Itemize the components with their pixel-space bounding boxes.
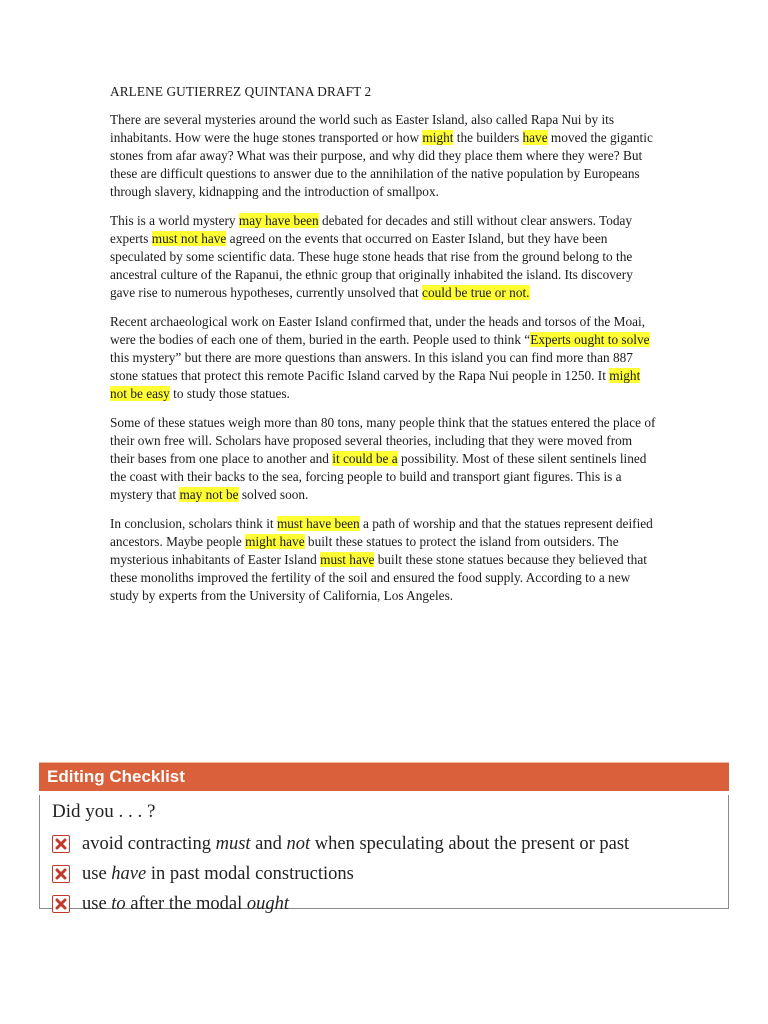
document-title: ARLENE GUTIERREZ QUINTANA DRAFT 2 [110,84,372,99]
highlighted-modal: must have [320,552,375,567]
text-segment: Recent archaeological work on Easter Island confirmed that, under the heads and torsos of the Moai, were the bodies of each one of them, buried in the earth. People used to think “ [110,314,646,347]
highlighted-modal: Experts ought to solve [530,332,650,347]
emphasized-word: have [111,863,147,884]
emphasized-word: must [215,833,251,854]
text-segment: after the modal [125,893,247,914]
checklist-item [52,829,728,859]
text-segment: when speculating about the present or past [310,833,630,854]
document-body [110,111,658,605]
text-segment: a path of worship and that the statues represent deified ancestors. Maybe people [110,516,653,549]
paragraph [110,111,658,201]
text-segment: built these statues to protect the island from outsiders. The mysterious inhabitants of Easter Island [110,534,619,567]
highlighted-modal: might have [245,534,305,549]
checklist-item-text [82,864,354,885]
text-segment: agreed on the events that occurred on Easter Island, but they have been speculated by some scientific data. These huge stone heads that rise from the ground belong to the ancestral culture of the Rapanui, the ethnic group that originally inhabited the island. Its discovery gave rise to numerous hypotheses, currently unsolved that [110,231,633,300]
x-checkbox-icon [52,895,70,913]
text-segment: the builders [453,130,523,145]
text-segment: This is a world mystery [110,213,239,228]
highlighted-modal: may not be [179,487,239,502]
paragraph [110,515,658,605]
text-segment: and [250,833,287,854]
highlighted-modal: must have been [276,516,360,531]
paragraph [110,212,658,302]
emphasized-word: ought [246,893,290,914]
text-segment: There are several mysteries around the world such as Easter Island, also called Rapa Nui by its inhabitants. How were the huge stones transported or how [110,112,615,145]
highlighted-modal: might not be easy [110,368,641,401]
text-segment: to study those statues. [169,386,290,401]
text-segment: avoid contracting [82,833,216,854]
text-segment: moved the gigantic stones from afar away? What was their purpose, and why did they place them where they were? But these are difficult questions to answer due to the annihilation of the native population by Europeans through slavery, kidnapping and the introduction of smallpox. [110,130,653,199]
checklist-item [52,859,728,889]
text-segment: use [82,893,112,914]
checklist-item-text [82,834,629,855]
highlighted-modal: might [422,130,454,145]
checklist-question: Did you . . . ? [52,801,156,822]
paragraph [110,414,658,504]
checklist-item-text [82,894,289,915]
text-segment: possibility. Most of these silent sentinels lined the coast with their backs to the sea, forcing people to build and transport giant figures. This is a mystery that [110,451,647,502]
x-checkbox-icon [52,865,70,883]
highlighted-modal: could be true or not. [422,285,530,300]
highlighted-modal: must not have [151,231,227,246]
text-segment: In conclusion, scholars think it [110,516,277,531]
text-segment: in past modal constructions [146,863,354,884]
checklist-header [39,762,729,791]
x-checkbox-icon [52,835,70,853]
text-segment: built these stone statues because they believed that these monoliths improved the fertility of the soil and ensured the food supply. According to a new study by experts from the University of California, Los Angeles. [110,552,647,603]
text-segment: Some of these statues weigh more than 80 tons, many people think that the statues entered the place of their own free will. Scholars have proposed several theories, including that they were moved from their bases from one place to another and [110,415,656,466]
editing-checklist [39,762,729,914]
highlighted-modal: it could be a [332,451,398,466]
document [110,83,658,616]
text-segment: solved soon. [238,487,309,502]
text-segment: debated for decades and still without clear answers. Today experts [110,213,633,246]
paragraph [110,313,658,403]
checklist-body [39,795,729,914]
text-segment: use [82,863,112,884]
checklist-item [52,889,728,919]
text-segment: this mystery” but there are more questions than answers. In this island you can find more than 887 stone statues that protect this remote Pacific Island carved by the Rapa Nui people in 1250. It [110,350,633,383]
highlighted-modal: have [522,130,548,145]
emphasized-word: not [286,833,311,854]
emphasized-word: to [111,893,126,914]
checklist-items [52,829,728,919]
highlighted-modal: may have been [238,213,319,228]
checklist-title: Editing Checklist [47,767,185,786]
